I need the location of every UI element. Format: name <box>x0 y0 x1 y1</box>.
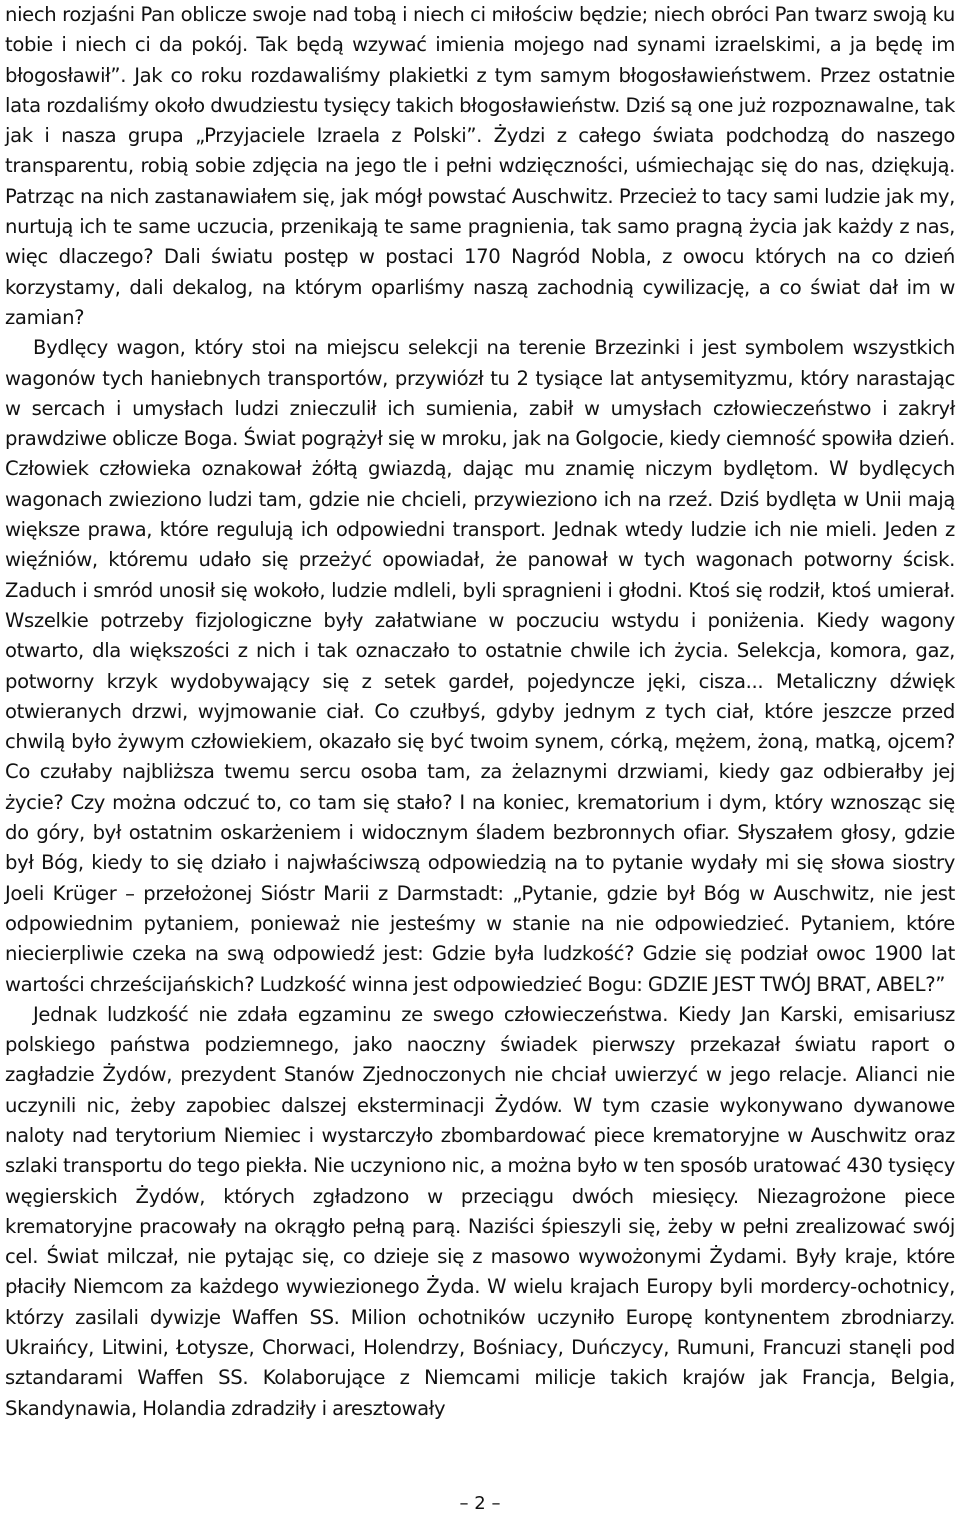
paragraph-2: Bydlęcy wagon, który stoi na miejscu selekcji na terenie Brzezinki i jest symbolem wszystkich wagonów tych haniebnych transportów, przywiózł tu 2 tysiące lat antysemityzmu, który narastając w sercach i umysłach ludzi znieczulił ich sumienia, zabił w umysłach człowieczeństwo i zakrył prawdziwe oblicze Boga. Świat pogrążył się w mroku, jak na Golgocie, kiedy ciemność spowiła dzień. Człowiek człowieka oznakował żółtą gwiazdą, dając mu znamię niczym bydlętom. W bydlęcych wagonach zwieziono ludzi tam, gdzie nie chcieli, przywieziono ich na rzeź. Dziś bydlęta w Unii mają większe prawa, które regulują ich odpowiedni transport. Jednak wtedy ludzie ich nie mieli. Jeden z więźniów, któremu udało się przeżyć opowiadał, że panował w tych wagonach potworny ścisk. Zaduch i smród unosił się wokoło, ludzie mdleli, byli spragnieni i głodni. Ktoś się rodził, ktoś umierał. Wszelkie potrzeby fizjologiczne były załatwiane w poczuciu wstydu i poniżenia. Kiedy wagony otwarto, dla większości z nich i tak oznaczało to ostatnie chwile ich życia. Selekcja, komora, gaz, potworny krzyk wydobywający się z setek gardeł, pojedyncze jęki, cisza... Metaliczny dźwięk otwieranych drzwi, wyjmowanie ciał. Co czułbyś, gdyby jednym z tych ciał, które jeszcze przed chwilą było żywym człowiekiem, okazało się być twoim synem, córką, mężem, żoną, matką, ojcem? Co czułaby najbliższa twemu sercu osoba tam, za żelaznymi drzwiami, kiedy gaz odbierałby jej życie? Czy można odczuć to, co tam się stało? I na koniec, krematorium i dym, który wznosząc się do góry, był ostatnim oskarżeniem i widocznym śladem bezbronnych ofiar. Słyszałem głosy, gdzie był Bóg, kiedy to się działo i najwłaściwszą odpowiedzią na to pytanie wydały mi się słowa siostry Joeli Krüger – przełożonej Sióstr Marii z Darmstadt: „Pytanie, gdzie był Bóg w Auschwitz, nie jest odpowiednim pytaniem, ponieważ nie jesteśmy w stanie na nie odpowiedzieć. Pytaniem, które niecierpliwie czeka na swą odpowiedź jest: Gdzie była ludzkość? Gdzie się podział owoc 1900 lat wartości chrześcijańskich? Ludzkość winna jest odpowiedzieć Bogu: GDZIE JEST TWÓJ BRAT, ABEL?” <box>5 336 955 996</box>
page-number: – 2 – <box>459 1493 501 1514</box>
paragraph-3: Jednak ludzkość nie zdała egzaminu ze swego człowieczeństwa. Kiedy Jan Karski, emisariusz polskiego państwa podziemnego, jako naoczny świadek pierwszy przekazał światu raport o zagładzie Żydów, prezydent Stanów Zjednoczonych nie chciał uwierzyć w jego relacje. Alianci nie uczynili nic, żeby zapobiec dalszej eksterminacji Żydów. W tym czasie wykonywano dywanowe naloty nad terytorium Niemiec i wystarczyło zbombardować piece krematoryjne w Auschwitz oraz szlaki transportu do tego piekła. Nie uczyniono nic, a można było w ten sposób uratować 430 tysięcy węgierskich Żydów, których zgładzono w przeciągu dwóch miesięcy. Niezagrożone piece krematoryjne pracowały na okrągło pełną parą. Naziści śpieszyli się, żeby w pełni zrealizować swój cel. Świat milczał, nie pytając się, co dzieje się z masowo wywożonymi Żydami. Były kraje, które płaciły Niemcom za każdego wywiezionego Żyda. W wielu krajach Europy byli mordercy-ochotnicy, którzy zasilali dywizje Waffen SS. Milion ochotników uczyniło Europę kontynentem zbrodniarzy. Ukraińcy, Litwini, Łotysze, Chorwaci, Holendrzy, Bośniacy, Duńczycy, Rumuni, Francuzi stanęli pod sztandarami Waffen SS. Kolaborujące z Niemcami milicje takich krajów jak Francja, Belgia, Skandynawia, Holandia zdradziły i aresztowały <box>5 1002 955 1420</box>
paragraph-1: niech rozjaśni Pan oblicze swoje nad tobą i niech ci miłościw będzie; niech obróci Pan twarz swoją ku tobie i niech ci da pokój. Tak będą wzywać imienia mojego nad synami izraelskimi, a ja będę im błogosławił”. Jak co roku rozdawaliśmy plakietki z tym samym błogosławieństwem. Przez ostatnie lata rozdaliśmy około dwudziestu tysięcy takich błogosławieństw. Dziś są one już rozpoznawalne, tak jak i nasza grupa „Przyjaciele Izraela z Polski”. Żydzi z całego świata podchodzą do naszego transparentu, robią sobie zdjęcia na jego tle i pełni wdzięczności, uśmiechając się do nas, dziękują. Patrząc na nich zastanawiałem się, jak mógł powstać Auschwitz. Przecież to tacy sami ludzie jak my, nurtują ich te same uczucia, przenikają te same pragnienia, tak samo pragną życia jak każdy z nas, więc dlaczego? Dali światu postęp w postaci 170 Nagród Nobla, z owocu których na co dzień korzystamy, dali dekalog, na którym oparliśmy naszą zachodnią cywilizację, a co świat dał im w zamian? <box>5 3 955 329</box>
article-body <box>5 0 955 1424</box>
